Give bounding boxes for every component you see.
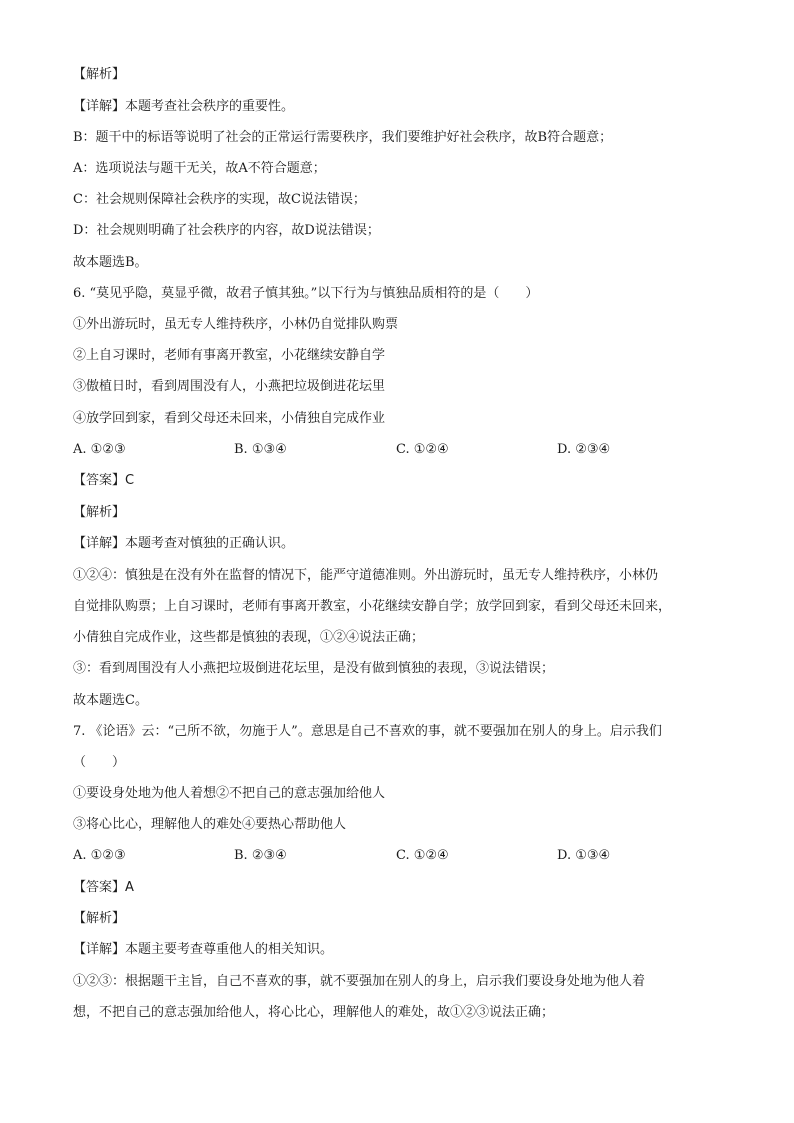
analysis-heading: 【解析】 [73,67,126,82]
answer-line: 【答案】A [73,880,134,895]
question-7-option-d: D. ①③④ [557,848,611,863]
question-6-option-b: B. ①③④ [234,442,287,457]
detail-heading: 【详解】本题考查对慎独的正确认识。 [73,536,295,551]
detail-heading: 【详解】本题考查社会秩序的重要性。 [73,99,295,114]
explanation-line: 想，不把自己的意志强加给他人，将心比心，理解他人的难处，故①②③说法正确； [73,1005,555,1020]
question-6-option-d: D. ②③④ [557,442,611,457]
question-7-stem: 7. 《论语》云：“己所不欲，勿施于人”。意思是自己不喜欢的事，就不要强加在别人的身上。启示我们 [73,724,662,739]
question-6-stem: 6. “莫见乎隐，莫显乎微，故君子慎其独。”以下行为与慎独品质相符的是（ ） [73,286,539,301]
question-7-option-b: B. ②③④ [234,848,287,863]
detail-heading: 【详解】本题主要考查尊重他人的相关知识。 [73,942,334,957]
analysis-heading: 【解析】 [73,911,126,926]
question-6-item: ④放学回到家，看到父母还未回来，小倩独自完成作业 [73,411,386,426]
explanation-line: A：选项说法与题干无关，故A不符合题意； [73,161,326,176]
explanation-line: C：社会规则保障社会秩序的实现，故C说法错误； [73,192,366,207]
question-7-items: ①要设身处地为他人着想②不把自己的意志强加给他人 [73,786,386,801]
explanation-line: D：社会规则明确了社会秩序的内容，故D说法错误； [73,223,380,238]
explanation-line: 小倩独自完成作业，这些都是慎独的表现，①②④说法正确； [73,630,425,645]
question-6-item: ②上自习课时，老师有事离开教室，小花继续安静自学 [73,348,386,363]
conclusion-line: 故本题选C。 [73,693,148,708]
analysis-heading: 【解析】 [73,505,126,520]
question-6-option-c: C. ①②④ [396,442,449,457]
explanation-line: B：题干中的标语等说明了社会的正常运行需要秩序，我们要维护好社会秩序，故B符合题意； [73,130,613,145]
question-7-stem-paren: （ ） [73,755,126,770]
answer-line: 【答案】C [73,473,135,488]
question-6-option-a: A. ①②③ [73,442,126,457]
explanation-line: ③：看到周围没有人小燕把垃圾倒进花坛里，是没有做到慎独的表现，③说法错误； [73,661,555,676]
question-7-option-a: A. ①②③ [73,848,126,863]
question-7-option-c: C. ①②④ [396,848,449,863]
explanation-line: 自觉排队购票；上自习课时，老师有事离开教室，小花继续安静自学；放学回到家，看到父母还未回来， [73,599,672,614]
explanation-line: ①②④：慎独是在没有外在监督的情况下，能严守道德准则。外出游玩时，虽无专人维持秩序，小林仍 [73,568,659,583]
question-7-items: ③将心比心，理解他人的难处④要热心帮助他人 [73,817,347,832]
conclusion-line: 故本题选B。 [73,255,148,270]
question-6-item: ①外出游玩时，虽无专人维持秩序，小林仍自觉排队购票 [73,317,399,332]
question-6-item: ③傲植日时，看到周围没有人，小燕把垃圾倒进花坛里 [73,379,386,394]
explanation-line: ①②③：根据题干主旨，自己不喜欢的事，就不要强加在别人的身上，启示我们要设身处地为他人着 [73,974,646,989]
